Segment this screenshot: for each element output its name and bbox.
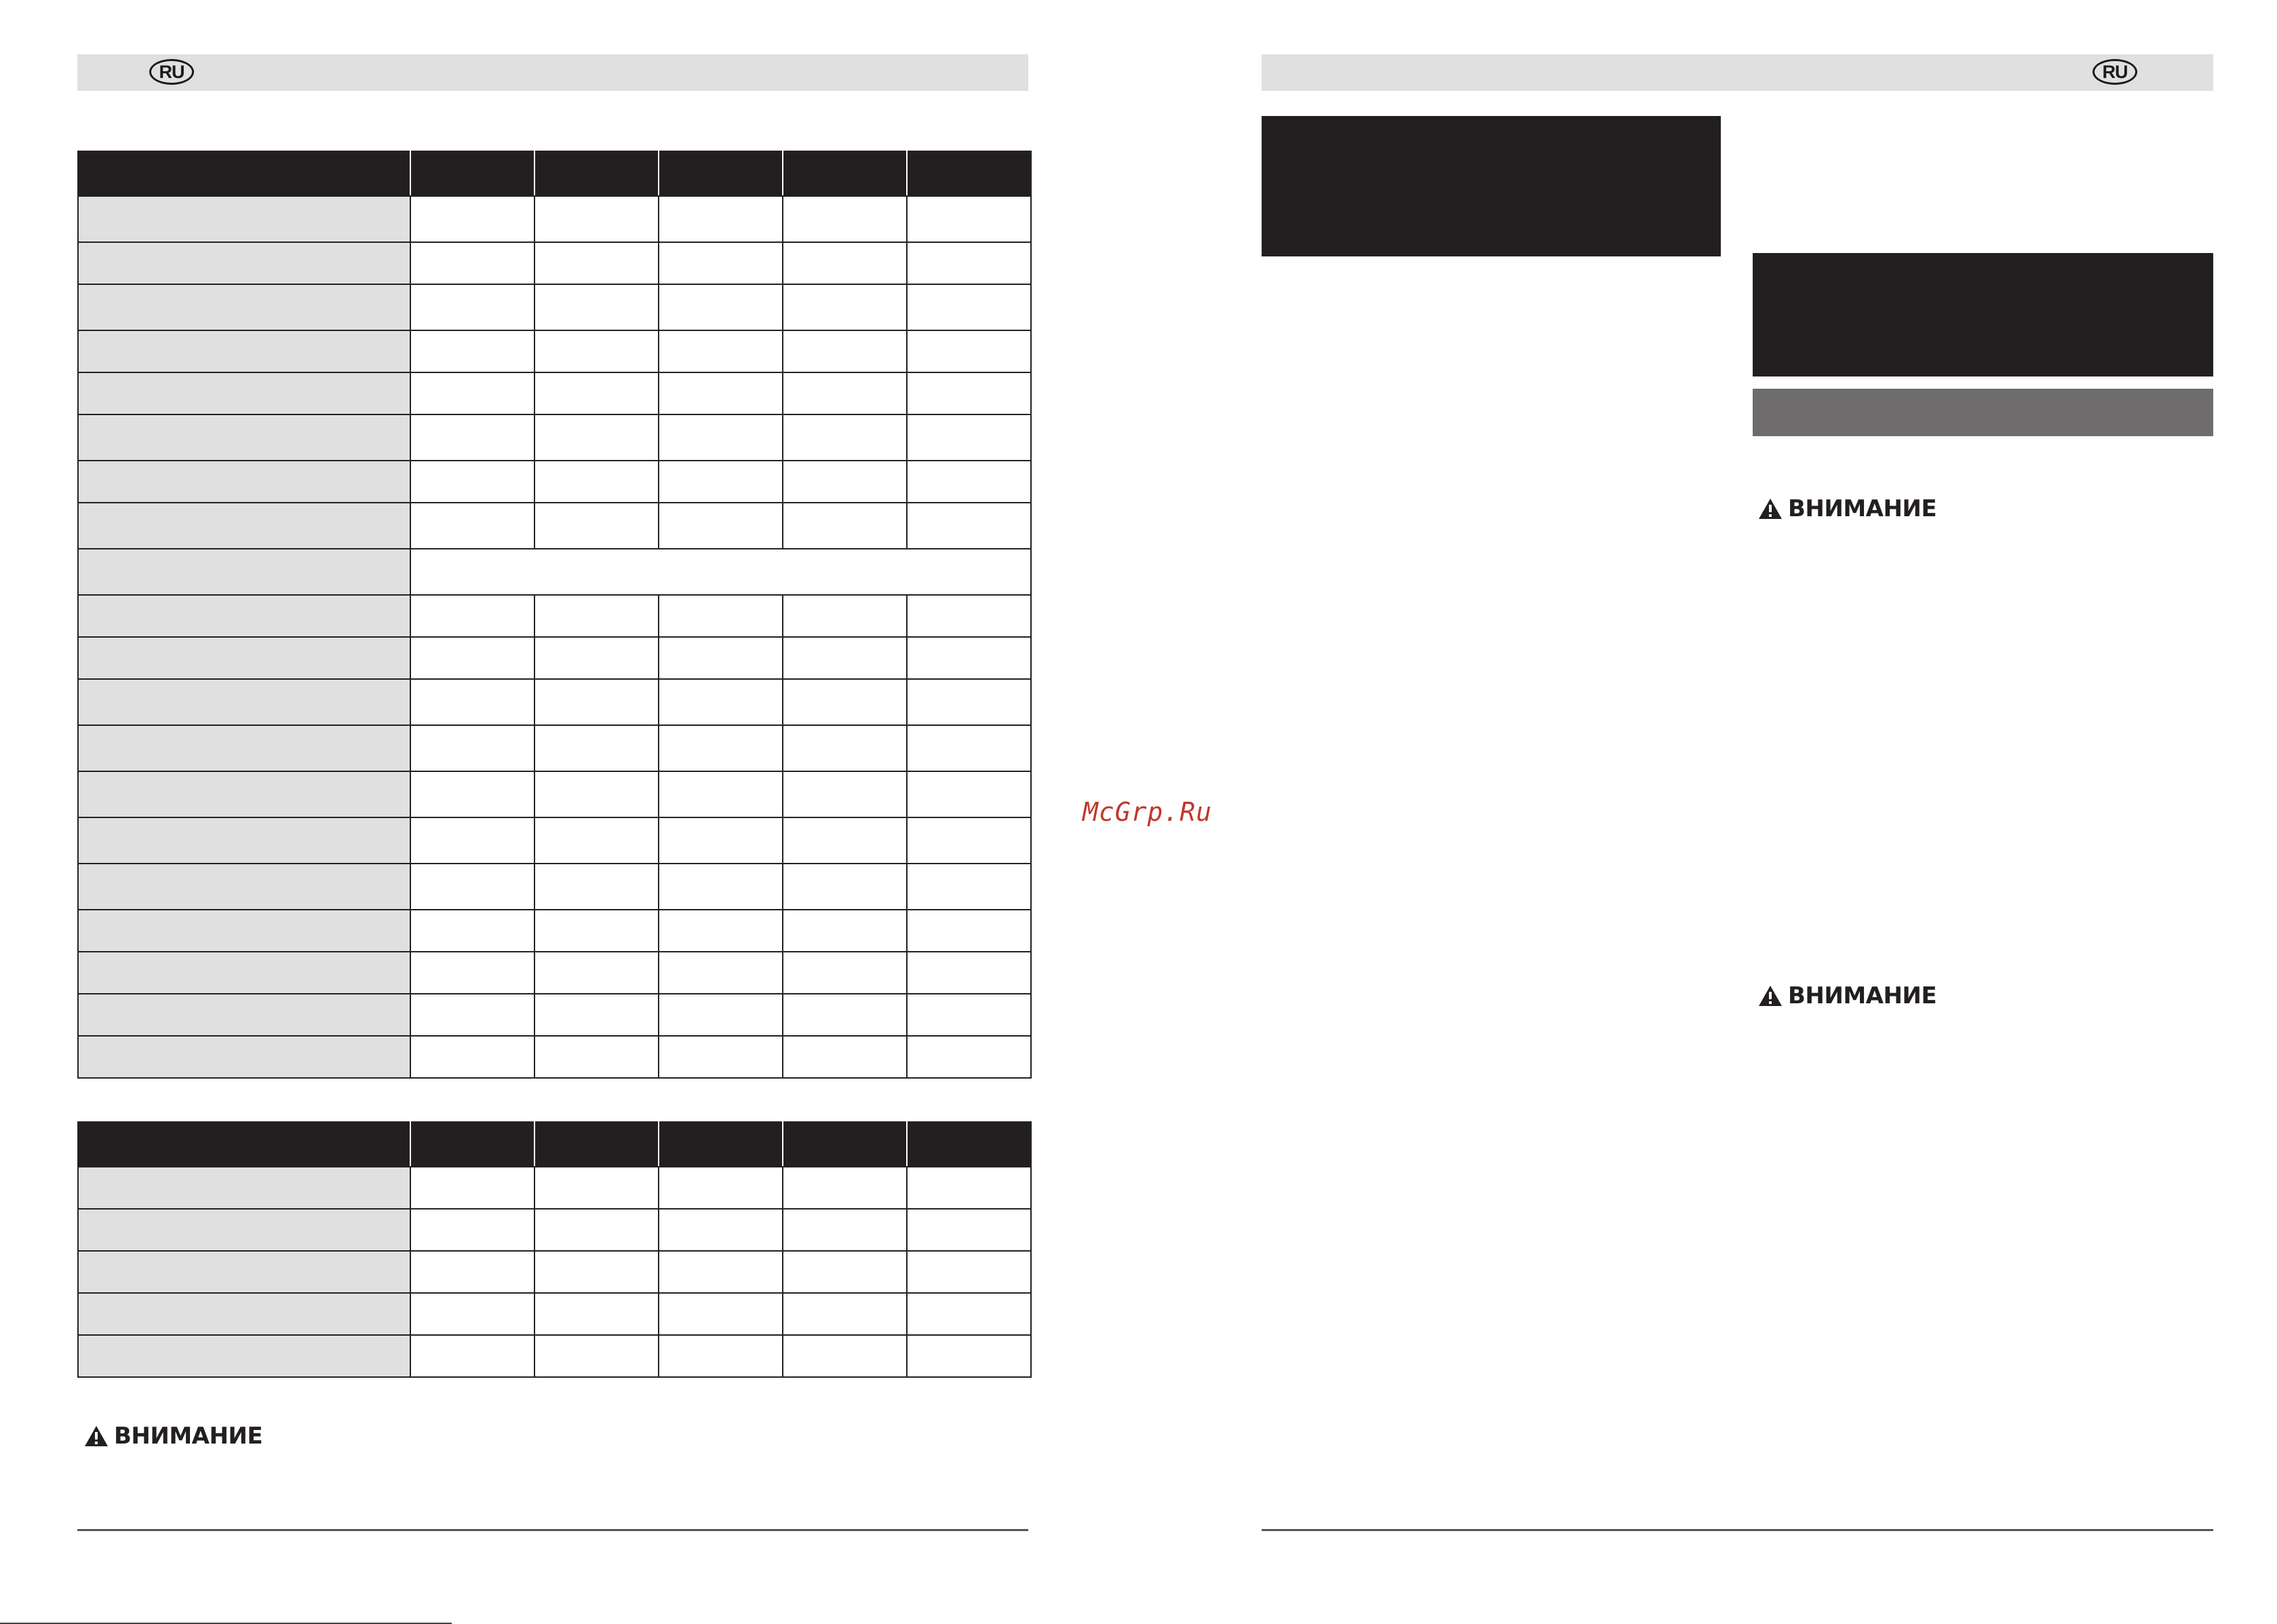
value-cell: [410, 864, 534, 910]
value-cell: [783, 1251, 907, 1293]
value-cell: [659, 679, 783, 725]
value-cell: [410, 817, 534, 864]
table-row: [78, 1293, 1031, 1335]
value-cell: [659, 1335, 783, 1377]
value-cell: [410, 1335, 534, 1377]
table-header-cell: [78, 1122, 410, 1167]
value-cell: [410, 284, 534, 330]
warning-heading-1: [1758, 495, 1937, 522]
value-cell: [783, 1293, 907, 1335]
table-row: [78, 1036, 1031, 1078]
table-row: [78, 1167, 1031, 1209]
value-cell: [659, 1036, 783, 1078]
table-row: [78, 771, 1031, 817]
value-cell: [534, 284, 659, 330]
language-badge: RU: [2093, 59, 2137, 85]
table-row: [78, 461, 1031, 503]
value-cell: [907, 817, 1031, 864]
value-cell: [783, 330, 907, 372]
row-label-cell: [78, 1251, 410, 1293]
value-cell: [783, 1036, 907, 1078]
value-cell: [410, 1251, 534, 1293]
left-header-bar: [77, 54, 1028, 91]
value-cell: [907, 637, 1031, 679]
value-cell: [410, 679, 534, 725]
value-cell: [907, 771, 1031, 817]
value-cell: [907, 242, 1031, 284]
value-cell: [907, 1335, 1031, 1377]
table-header-cell: [907, 1122, 1031, 1167]
row-label-cell: [78, 864, 410, 910]
value-cell: [907, 679, 1031, 725]
value-cell: [783, 461, 907, 503]
table-row: [78, 549, 1031, 595]
value-cell: [410, 595, 534, 637]
value-cell: [907, 1036, 1031, 1078]
value-cell: [410, 637, 534, 679]
value-cell: [659, 196, 783, 242]
table-header-cell: [907, 151, 1031, 196]
value-cell: [534, 817, 659, 864]
value-cell: [659, 864, 783, 910]
spec-table-2: [77, 1121, 1032, 1378]
value-cell: [410, 1293, 534, 1335]
value-cell: [783, 1335, 907, 1377]
value-cell: [783, 725, 907, 771]
table-row: [78, 637, 1031, 679]
value-cell: [907, 595, 1031, 637]
value-cell: [659, 910, 783, 952]
merged-value-cell: [410, 549, 1031, 595]
warning-heading-2: [1758, 982, 1937, 1009]
row-label-cell: [78, 725, 410, 771]
value-cell: [534, 372, 659, 414]
value-cell: [410, 503, 534, 549]
value-cell: [410, 910, 534, 952]
row-label-cell: [78, 284, 410, 330]
table-row: [78, 864, 1031, 910]
value-cell: [783, 679, 907, 725]
value-cell: [659, 1293, 783, 1335]
section-title-block-2: [1753, 253, 2213, 376]
table-header-row: [78, 151, 1031, 196]
value-cell: [410, 242, 534, 284]
table-header-cell: [659, 1122, 783, 1167]
value-cell: [783, 637, 907, 679]
table-row: [78, 595, 1031, 637]
section-title-block: [1262, 116, 1721, 256]
warning-label: ВНИМАНИЕ: [114, 1423, 263, 1450]
value-cell: [783, 372, 907, 414]
value-cell: [659, 330, 783, 372]
warning-label: ВНИМАНИЕ: [1788, 982, 1937, 1009]
row-label-cell: [78, 549, 410, 595]
value-cell: [907, 1293, 1031, 1335]
watermark-text: McGrp.Ru: [1083, 797, 1213, 827]
left-footer-rule: [77, 1529, 1028, 1531]
value-cell: [534, 1293, 659, 1335]
table-row: [78, 679, 1031, 725]
value-cell: [410, 196, 534, 242]
value-cell: [534, 1209, 659, 1251]
row-label-cell: [78, 1036, 410, 1078]
row-label-cell: [78, 1335, 410, 1377]
value-cell: [410, 994, 534, 1036]
value-cell: [659, 503, 783, 549]
row-label-cell: [78, 330, 410, 372]
value-cell: [534, 330, 659, 372]
value-cell: [659, 771, 783, 817]
value-cell: [410, 771, 534, 817]
table-header-cell: [783, 1122, 907, 1167]
row-label-cell: [78, 414, 410, 461]
value-cell: [659, 595, 783, 637]
row-label-cell: [78, 461, 410, 503]
value-cell: [534, 679, 659, 725]
table-row: [78, 1335, 1031, 1377]
value-cell: [907, 503, 1031, 549]
table-row: [78, 910, 1031, 952]
row-label-cell: [78, 503, 410, 549]
table-row: [78, 994, 1031, 1036]
row-label-cell: [78, 595, 410, 637]
table-row: [78, 1209, 1031, 1251]
value-cell: [907, 1209, 1031, 1251]
value-cell: [659, 637, 783, 679]
value-cell: [659, 994, 783, 1036]
value-cell: [783, 952, 907, 994]
value-cell: [907, 1167, 1031, 1209]
warning-triangle-icon: [84, 1425, 109, 1447]
row-label-cell: [78, 637, 410, 679]
value-cell: [659, 817, 783, 864]
value-cell: [534, 864, 659, 910]
right-header-bar: [1262, 54, 2213, 91]
value-cell: [783, 242, 907, 284]
value-cell: [659, 414, 783, 461]
warning-heading: [84, 1423, 262, 1450]
value-cell: [907, 330, 1031, 372]
value-cell: [907, 994, 1031, 1036]
value-cell: [907, 196, 1031, 242]
value-cell: [783, 1167, 907, 1209]
value-cell: [783, 414, 907, 461]
value-cell: [907, 952, 1031, 994]
table-header-cell: [78, 151, 410, 196]
value-cell: [783, 817, 907, 864]
table-header-row: [78, 1122, 1031, 1167]
value-cell: [534, 1167, 659, 1209]
value-cell: [534, 1335, 659, 1377]
table-row: [78, 817, 1031, 864]
value-cell: [534, 1036, 659, 1078]
row-label-cell: [78, 242, 410, 284]
value-cell: [783, 864, 907, 910]
row-label-cell: [78, 1293, 410, 1335]
row-label-cell: [78, 1209, 410, 1251]
value-cell: [907, 1251, 1031, 1293]
value-cell: [534, 771, 659, 817]
value-cell: [534, 196, 659, 242]
value-cell: [783, 196, 907, 242]
value-cell: [534, 461, 659, 503]
value-cell: [907, 284, 1031, 330]
table-header-cell: [534, 151, 659, 196]
right-footer-rule: [1262, 1529, 2213, 1531]
value-cell: [534, 637, 659, 679]
value-cell: [783, 1209, 907, 1251]
value-cell: [659, 461, 783, 503]
value-cell: [907, 461, 1031, 503]
value-cell: [659, 372, 783, 414]
value-cell: [907, 372, 1031, 414]
value-cell: [783, 284, 907, 330]
table-row: [78, 242, 1031, 284]
row-label-cell: [78, 771, 410, 817]
value-cell: [783, 771, 907, 817]
value-cell: [534, 503, 659, 549]
value-cell: [410, 330, 534, 372]
value-cell: [410, 952, 534, 994]
language-badge: RU: [149, 59, 194, 85]
value-cell: [534, 414, 659, 461]
value-cell: [534, 595, 659, 637]
warning-triangle-icon: [1758, 985, 1783, 1007]
value-cell: [783, 994, 907, 1036]
row-label-cell: [78, 372, 410, 414]
table-row: [78, 952, 1031, 994]
value-cell: [907, 864, 1031, 910]
row-label-cell: [78, 910, 410, 952]
table-header-cell: [410, 151, 534, 196]
table-row: [78, 725, 1031, 771]
value-cell: [783, 503, 907, 549]
value-cell: [410, 1036, 534, 1078]
value-cell: [783, 595, 907, 637]
table-row: [78, 330, 1031, 372]
subsection-bar: [1753, 389, 2213, 436]
warning-label: ВНИМАНИЕ: [1788, 495, 1937, 522]
value-cell: [907, 725, 1031, 771]
value-cell: [659, 725, 783, 771]
value-cell: [907, 910, 1031, 952]
value-cell: [659, 952, 783, 994]
table-row: [78, 503, 1031, 549]
table-row: [78, 414, 1031, 461]
table-header-cell: [659, 151, 783, 196]
value-cell: [659, 242, 783, 284]
value-cell: [534, 952, 659, 994]
value-cell: [410, 461, 534, 503]
row-label-cell: [78, 679, 410, 725]
value-cell: [534, 1251, 659, 1293]
table-row: [78, 284, 1031, 330]
value-cell: [659, 1251, 783, 1293]
value-cell: [410, 1167, 534, 1209]
table-row: [78, 1251, 1031, 1293]
row-label-cell: [78, 196, 410, 242]
table-header-cell: [410, 1122, 534, 1167]
row-label-cell: [78, 994, 410, 1036]
value-cell: [410, 1209, 534, 1251]
row-label-cell: [78, 1167, 410, 1209]
value-cell: [410, 372, 534, 414]
spec-table-1: [77, 151, 1032, 1079]
value-cell: [534, 725, 659, 771]
value-cell: [659, 1209, 783, 1251]
value-cell: [534, 910, 659, 952]
value-cell: [410, 414, 534, 461]
table-row: [78, 372, 1031, 414]
value-cell: [907, 414, 1031, 461]
value-cell: [534, 242, 659, 284]
value-cell: [534, 994, 659, 1036]
table-header-cell: [783, 151, 907, 196]
value-cell: [659, 1167, 783, 1209]
row-label-cell: [78, 817, 410, 864]
table-row: [78, 196, 1031, 242]
table-header-cell: [534, 1122, 659, 1167]
value-cell: [659, 284, 783, 330]
value-cell: [410, 725, 534, 771]
row-label-cell: [78, 952, 410, 994]
value-cell: [783, 910, 907, 952]
warning-triangle-icon: [1758, 498, 1783, 520]
